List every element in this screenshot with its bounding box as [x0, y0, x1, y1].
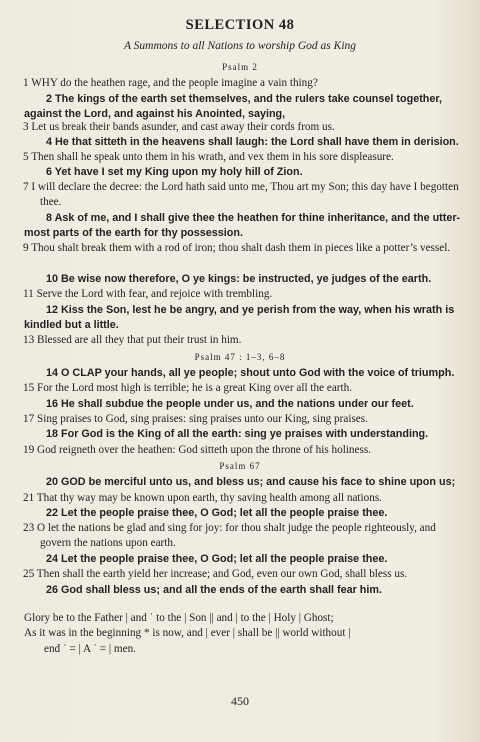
verse-26-text: 26 God shall bless us; and all the ends of the earth shall fear him.	[46, 584, 382, 596]
verse-14-text: 14 O CLAP your hands, all ye people; shout unto God with the voice of triumph.	[46, 367, 455, 379]
selection-subtitle: A Summons to all Nations to worship God as King	[123, 40, 357, 52]
verse-1: 1 WHY do the heathen rage, and the people imagine a vain thing?	[23, 77, 318, 89]
verse-23: 23 O let the nations be glad and sing for joy: for thou shalt judge the people righteously, and govern the nations upon earth.	[23, 522, 436, 550]
verse-4	[24, 135, 464, 150]
verse-6-text: 6 Yet have I set my King upon my holy hill of Zion.	[46, 166, 303, 178]
verse-19: 19 God reigneth over the heathen: God sitteth upon the throne of his holiness.	[23, 444, 371, 456]
psalm-67-heading: Psalm 67	[219, 461, 261, 471]
verse-11: 11 Serve the Lord with fear, and rejoice with trembling.	[23, 288, 273, 300]
psalm-2-heading: Psalm 2	[222, 62, 258, 72]
gloria-line-3: end ˙ = | A ˙ = | men.	[44, 642, 136, 655]
verse-12-line-2: kindled but a little.	[24, 319, 119, 332]
verse-16	[24, 397, 464, 412]
verse-26	[24, 583, 464, 598]
verse-21: 21 That thy way may be known upon earth, thy saving health among all nations.	[23, 492, 382, 504]
verse-17: 17 Sing praises to God, sing praises: sing praises unto our King, sing praises.	[23, 413, 368, 425]
verse-13: 13 Blessed are all they that put their trust in him.	[23, 334, 242, 346]
verse-10-text: 10 Be wise now therefore, O ye kings: be instructed, ye judges of the earth.	[46, 273, 432, 285]
verse-16-text: 16 He shall subdue the people under us, and the nations under our feet.	[46, 398, 414, 410]
verse-12	[24, 303, 464, 334]
verse-22-text: 22 Let the people praise thee, O God; let all the people praise thee.	[46, 507, 388, 519]
verse-24	[24, 552, 464, 567]
verse-4-text: 4 He that sitteth in the heavens shall laugh: the Lord shall have them in derision.	[46, 136, 459, 148]
verse-10	[24, 272, 464, 287]
verse-20-text: 20 GOD be merciful unto us, and bless us; and cause his face to shine upon us;	[46, 476, 456, 488]
verse-12-line-1: 12 Kiss the Son, lest he be angry, and ye perish from the way, when his wrath is	[46, 304, 455, 316]
verse-14	[24, 366, 464, 381]
verse-3: 3 Let us break their bands asunder, and cast away their cords from us.	[23, 121, 335, 133]
verse-2	[24, 92, 464, 123]
verse-9: 9 Thou shalt break them with a rod of iron; thou shalt dash them in pieces like a potter’s vessel.	[23, 242, 451, 254]
verse-7: 7 I will declare the decree: the Lord hath said unto me, Thou art my Son; this day have I begotten thee.	[23, 181, 459, 209]
verse-6	[24, 165, 464, 180]
gloria-patri	[24, 611, 464, 657]
verse-2-line-1: 2 The kings of the earth set themselves, and the rulers take counsel together,	[46, 93, 443, 105]
gloria-line-2: As it was in the beginning * is now, and | ever | shall be || world without |	[24, 627, 351, 640]
verse-18	[24, 427, 464, 442]
verse-8	[24, 211, 464, 242]
verse-25: 25 Then shall the earth yield her increase; and God, even our own God, shall bless us.	[23, 568, 408, 580]
gloria-line-1: Glory be to the Father | and ˙ to the | Son || and | to the | Holy | Ghost;	[24, 612, 334, 624]
verse-24-text: 24 Let the people praise thee, O God; let all the people praise thee.	[46, 553, 388, 565]
verse-5: 5 Then shall he speak unto them in his wrath, and vex them in his sore displeasure.	[23, 151, 394, 163]
verse-8-line-2: most parts of the earth for thy possession.	[24, 227, 243, 240]
verse-2-line-2: against the Lord, and against his Anointed, saying,	[24, 108, 286, 121]
verse-20	[24, 475, 464, 490]
verse-22	[24, 506, 464, 521]
verse-15: 15 For the Lord most high is terrible; he is a great King over all the earth.	[23, 382, 353, 394]
verse-8-line-1: 8 Ask of me, and I shall give thee the heathen for thine inheritance, and the utter-	[46, 212, 461, 224]
page-number: 450	[231, 694, 249, 708]
selection-title: SELECTION 48	[185, 17, 295, 33]
verse-18-text: 18 For God is the King of all the earth: sing ye praises with understanding.	[46, 428, 429, 440]
psalm-47-heading: Psalm 47 : 1–3, 6–8	[194, 352, 286, 362]
